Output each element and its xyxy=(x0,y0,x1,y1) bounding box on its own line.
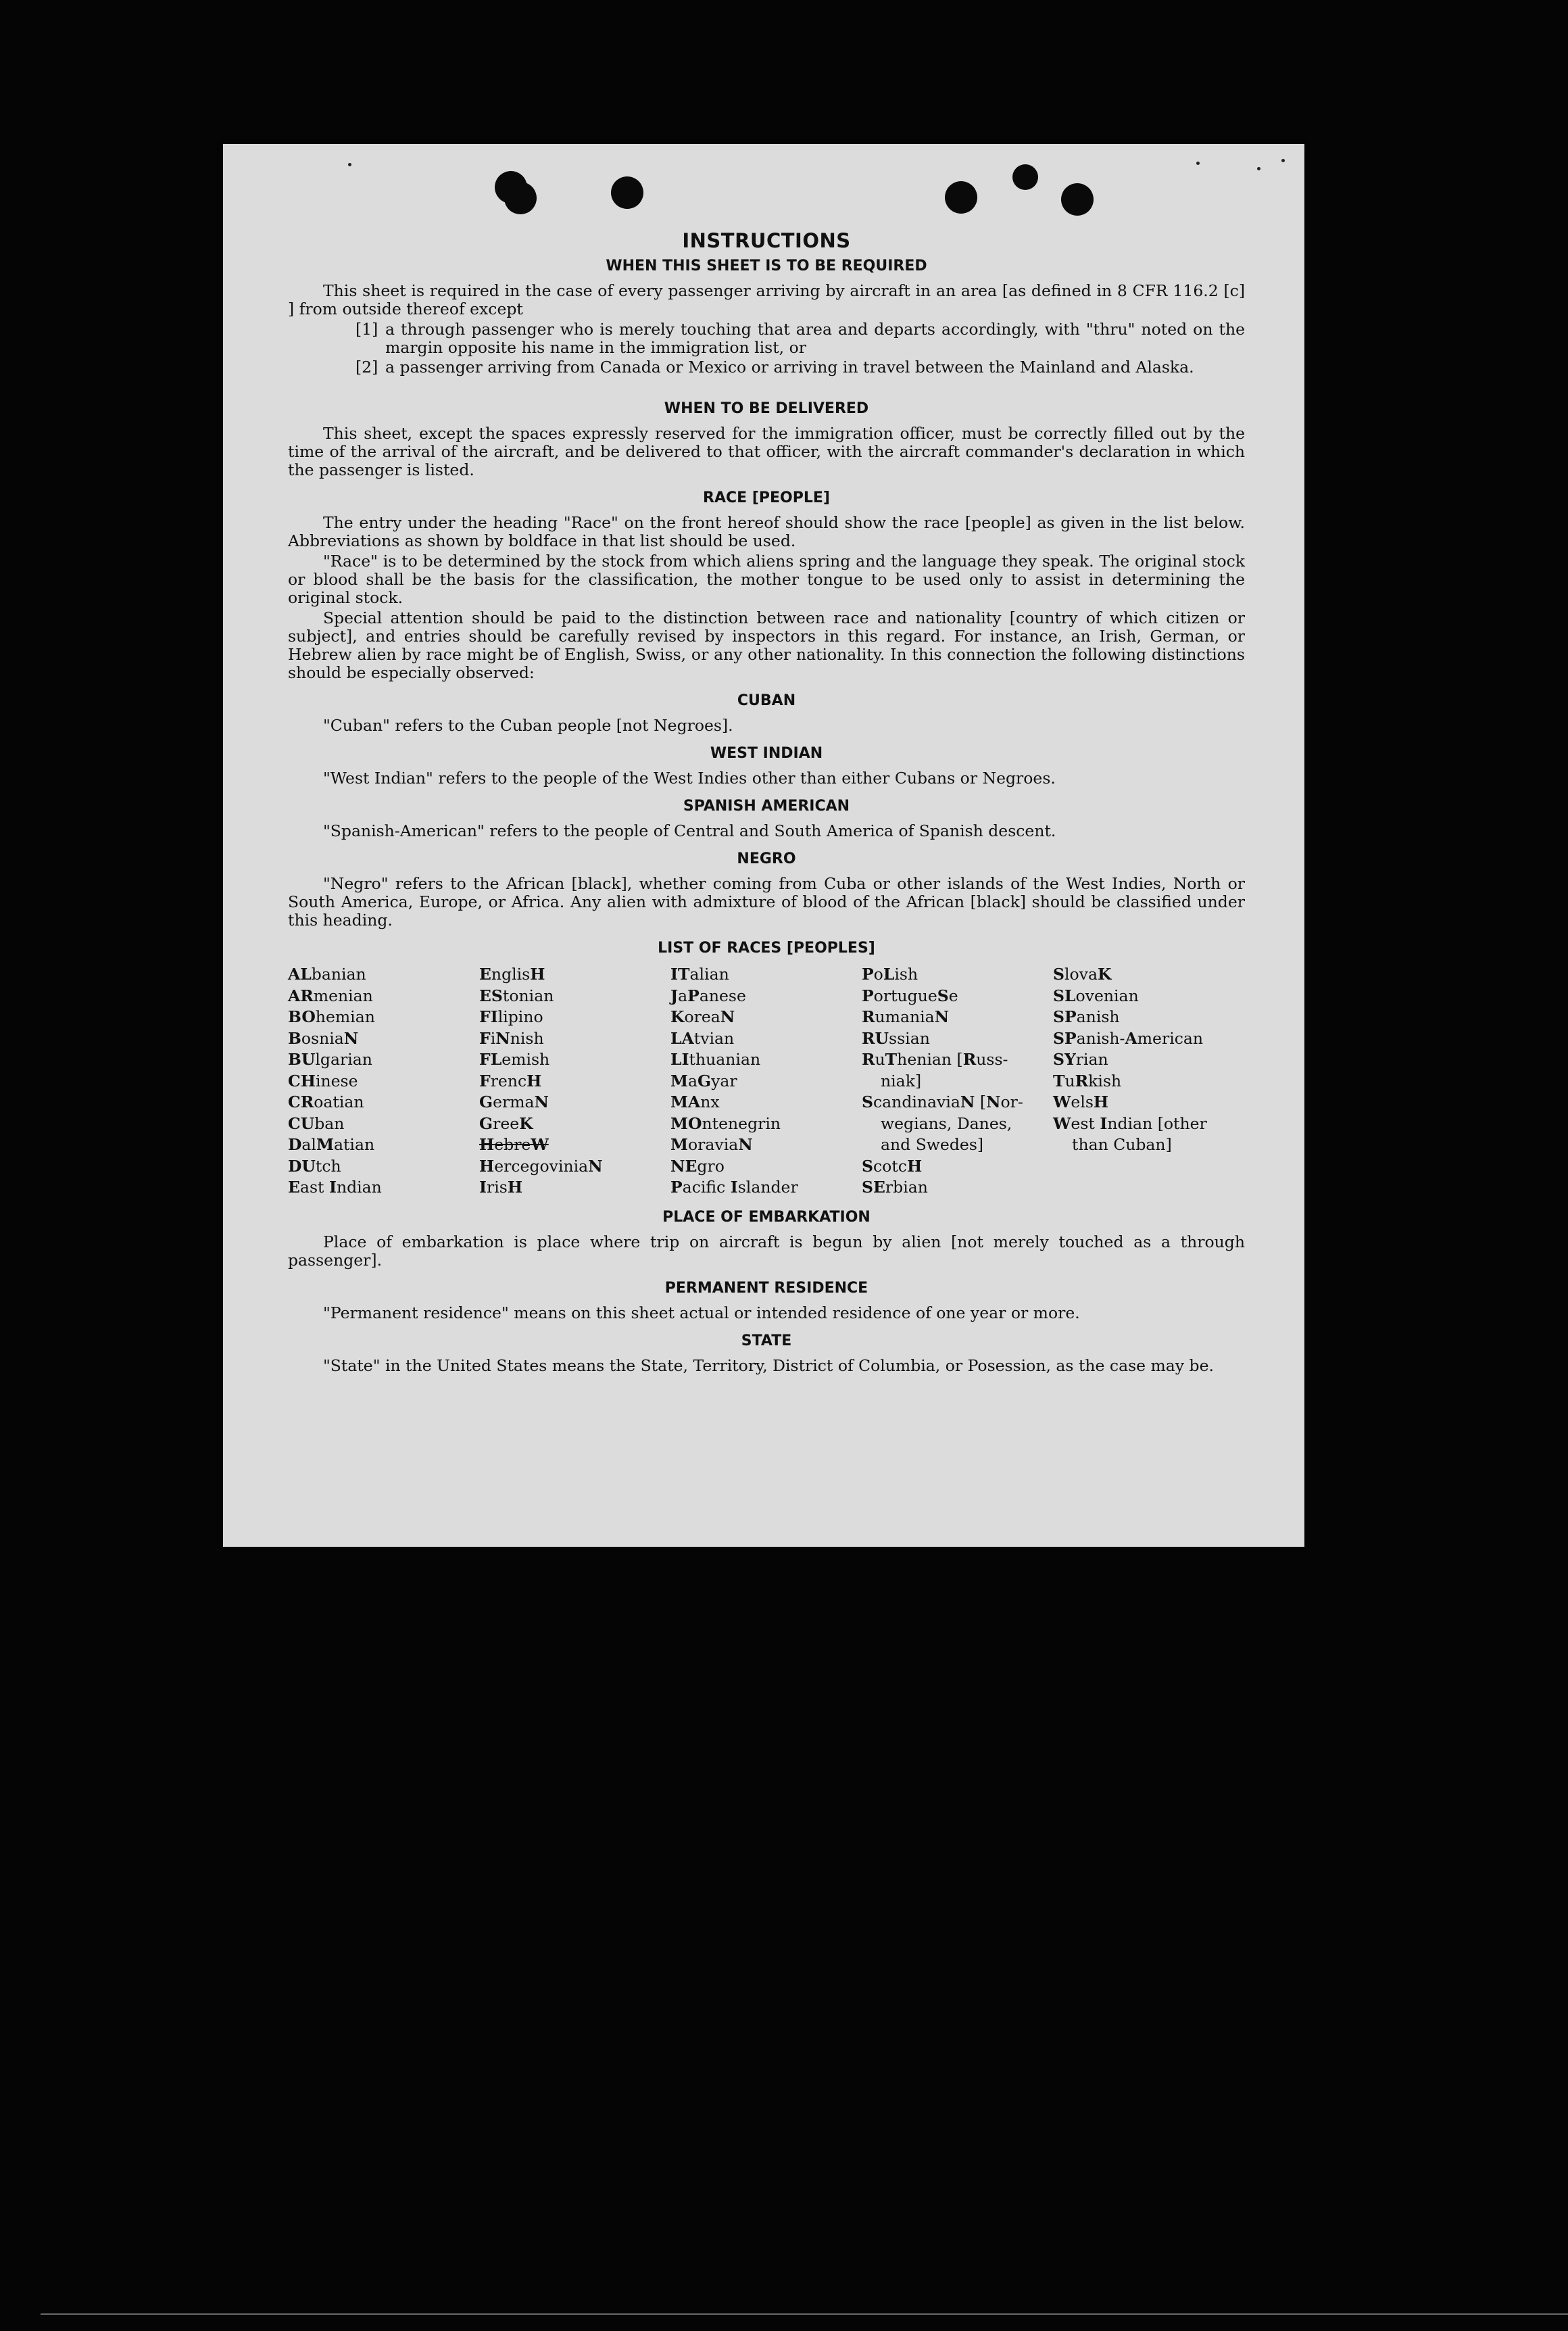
race-entry: WelsH xyxy=(1053,1092,1109,1111)
race-entry: Pacifc Islander xyxy=(670,1178,798,1197)
punch-hole xyxy=(945,181,977,214)
race-entry: wegians, Danes, xyxy=(881,1113,1012,1133)
races-column xyxy=(1053,964,1244,1199)
race-entry: SlovaK xyxy=(1053,965,1112,984)
race-entry: FIlipino xyxy=(479,1007,543,1026)
race-entry: CRoatian xyxy=(288,1092,364,1111)
exception-text: a through passenger who is merely touching that area and departs accordingly, with "thru" noted on the margin opposite his name in the immigration list, or xyxy=(385,320,1245,357)
race-entry: MOntenegrin xyxy=(670,1113,781,1133)
race-entry: MAnx xyxy=(670,1092,720,1111)
race-entry: CUban xyxy=(288,1113,345,1133)
heading-spanish-american: SPANISH AMERICAN xyxy=(683,798,850,815)
exception-number: [1] xyxy=(356,320,378,339)
race-entry: FiNnish xyxy=(479,1028,544,1048)
race-entry: RUssian xyxy=(862,1028,930,1048)
race-entry: and Swedes] xyxy=(881,1135,984,1154)
race-entry: CHinese xyxy=(288,1071,358,1090)
race-entry: IrisH xyxy=(479,1178,523,1197)
exception-text: a passenger arriving from Canada or Mexico or arriving in travel between the Mainland and Alaska. xyxy=(385,358,1194,377)
heading-residence: PERMANENT RESIDENCE xyxy=(664,1279,868,1297)
dust-speck xyxy=(1257,167,1260,170)
west-indian-text: "West Indian" refers to the people of the West Indies other than either Cubans or Negroes. xyxy=(323,769,1056,788)
race-entry: ARmenian xyxy=(288,986,373,1005)
races-column xyxy=(479,964,670,1199)
punch-hole xyxy=(504,182,537,214)
punch-hole xyxy=(1012,164,1038,190)
dust-speck xyxy=(1281,159,1285,162)
race-entry: GermaN xyxy=(479,1092,549,1111)
state-text: "State" in the United States means the State, Territory, District of Columbia, or Posession, as the case may be. xyxy=(323,1355,1214,1375)
cuban-text: "Cuban" refers to the Cuban people [not Negroes]. xyxy=(323,716,733,735)
race-entry: TuRkish xyxy=(1053,1071,1122,1090)
race-entry: RuThenian [Russ- xyxy=(862,1050,1008,1069)
race-entry: BUlgarian xyxy=(288,1050,372,1069)
race-entry: SYrian xyxy=(1053,1050,1108,1069)
spanish-american-text: "Spanish-American" refers to the people of Central and South America of Spanish descent. xyxy=(323,821,1056,840)
heading-cuban: CUBAN xyxy=(737,692,796,709)
race-entry: MaGyar xyxy=(670,1071,737,1090)
races-column xyxy=(670,964,862,1199)
exception-item xyxy=(356,320,1245,357)
race-entry: FrencH xyxy=(479,1071,542,1090)
race-entry: HebreW xyxy=(479,1135,549,1154)
race-entry: ITalian xyxy=(670,965,729,984)
race-entry: East Indian xyxy=(288,1178,382,1197)
race-entry: HercegoviniaN xyxy=(479,1156,603,1176)
exception-number: [2] xyxy=(356,358,378,377)
race-entry: BOhemian xyxy=(288,1007,375,1026)
heading-state: STATE xyxy=(741,1332,792,1349)
heading-race: RACE [PEOPLE] xyxy=(703,489,830,506)
race-entry: DUtch xyxy=(288,1156,341,1176)
race-paragraph: The entry under the heading "Race" on the front hereof should show the race [people] as given in the list below. Abbreviations as shown by boldface in that list should be used. xyxy=(288,513,1245,550)
negro-text: "Negro" refers to the African [black], whether coming from Cuba or other islands of the West Indies, North or South America, Europe, or Africa. Any alien with admixture of blood of the African [black] should be classified under this heading. xyxy=(288,874,1245,930)
when-required-intro: This sheet is required in the case of every passenger arriving by aircraft in an area [as defined in 8 CFR 116.2 [c] ] from outside thereof except xyxy=(288,281,1245,318)
race-entry: SErbian xyxy=(862,1178,928,1197)
race-entry: niak] xyxy=(881,1071,922,1090)
exception-item xyxy=(356,358,1245,377)
heading-west-indian: WEST INDIAN xyxy=(710,745,823,762)
race-entry: NEgro xyxy=(670,1156,725,1176)
scan-edge-line xyxy=(41,2313,1568,2315)
race-entry: EStonian xyxy=(479,986,554,1005)
race-entry: SLovenian xyxy=(1053,986,1139,1005)
heading-negro: NEGRO xyxy=(737,850,796,867)
race-entry: BosniaN xyxy=(288,1028,359,1048)
embarkation-text: Place of embarkation is place where trip on aircraft is begun by alien [not merely touched as a through passenger]. xyxy=(288,1232,1245,1270)
instructions-content xyxy=(288,229,1245,1377)
race-entry: FLemish xyxy=(479,1050,550,1069)
race-entry: EnglisH xyxy=(479,965,545,984)
punch-hole xyxy=(611,176,643,209)
race-entry: ALbanian xyxy=(288,965,366,984)
heading-list-of-races: LIST OF RACES [PEOPLES] xyxy=(658,940,875,957)
race-entry: MoraviaN xyxy=(670,1135,753,1154)
race-entry: SPanish xyxy=(1053,1007,1120,1026)
heading-embarkation: PLACE OF EMBARKATION xyxy=(662,1208,871,1226)
race-entry: than Cuban] xyxy=(1072,1135,1172,1154)
races-table xyxy=(288,964,1245,1199)
race-entry: ScandinaviaN [Nor- xyxy=(862,1092,1023,1111)
race-paragraph: "Race" is to be determined by the stock from which aliens spring and the language they speak. The original stock or blood shall be the basis for the classification, the mother tongue to be used only to assist in determining the original stock. xyxy=(288,552,1245,607)
heading-when-required: WHEN THIS SHEET IS TO BE REQUIRED xyxy=(606,258,927,274)
race-entry: ScotcH xyxy=(862,1156,923,1176)
punch-hole xyxy=(1061,183,1094,216)
race-entry: PoLish xyxy=(862,965,918,984)
race-entry: LIthuanian xyxy=(670,1050,761,1069)
race-paragraph: Special attention should be paid to the distinction between race and nationality [country of which citizen or subject], and entries should be carefully revised by inspectors in this regard. For instance, an Irish, German, or Hebrew alien by race might be of English, Swiss, or any other nationality. In this connection the following distinctions should be especially observed: xyxy=(288,608,1245,682)
instruction-sheet xyxy=(223,144,1304,1547)
race-entry: RumaniaN xyxy=(862,1007,950,1026)
race-entry: KoreaN xyxy=(670,1007,735,1026)
race-entry: JaPanese xyxy=(670,986,746,1005)
residence-text: "Permanent residence" means on this sheet actual or intended residence of one year or more. xyxy=(323,1303,1080,1322)
race-entry: SPanish-American xyxy=(1053,1028,1204,1048)
race-entry: PortugueSe xyxy=(862,986,958,1005)
race-entry: LAtvian xyxy=(670,1028,735,1048)
race-entry: DalMatian xyxy=(288,1135,375,1154)
races-column xyxy=(288,964,479,1199)
dust-speck xyxy=(348,163,351,166)
race-entry: GreeK xyxy=(479,1113,533,1133)
dust-speck xyxy=(1196,162,1200,165)
race-entry: West Indian [other xyxy=(1053,1113,1207,1133)
heading-when-delivered: WHEN TO BE DELIVERED xyxy=(664,400,869,417)
page-title: INSTRUCTIONS xyxy=(682,229,851,252)
when-delivered-text: This sheet, except the spaces expressly reserved for the immigration officer, must be correctly filled out by the time of the arrival of the aircraft, and be delivered to that officer, with the aircraft commander's declaration in which the passenger is listed. xyxy=(288,424,1245,479)
races-column xyxy=(862,964,1053,1199)
